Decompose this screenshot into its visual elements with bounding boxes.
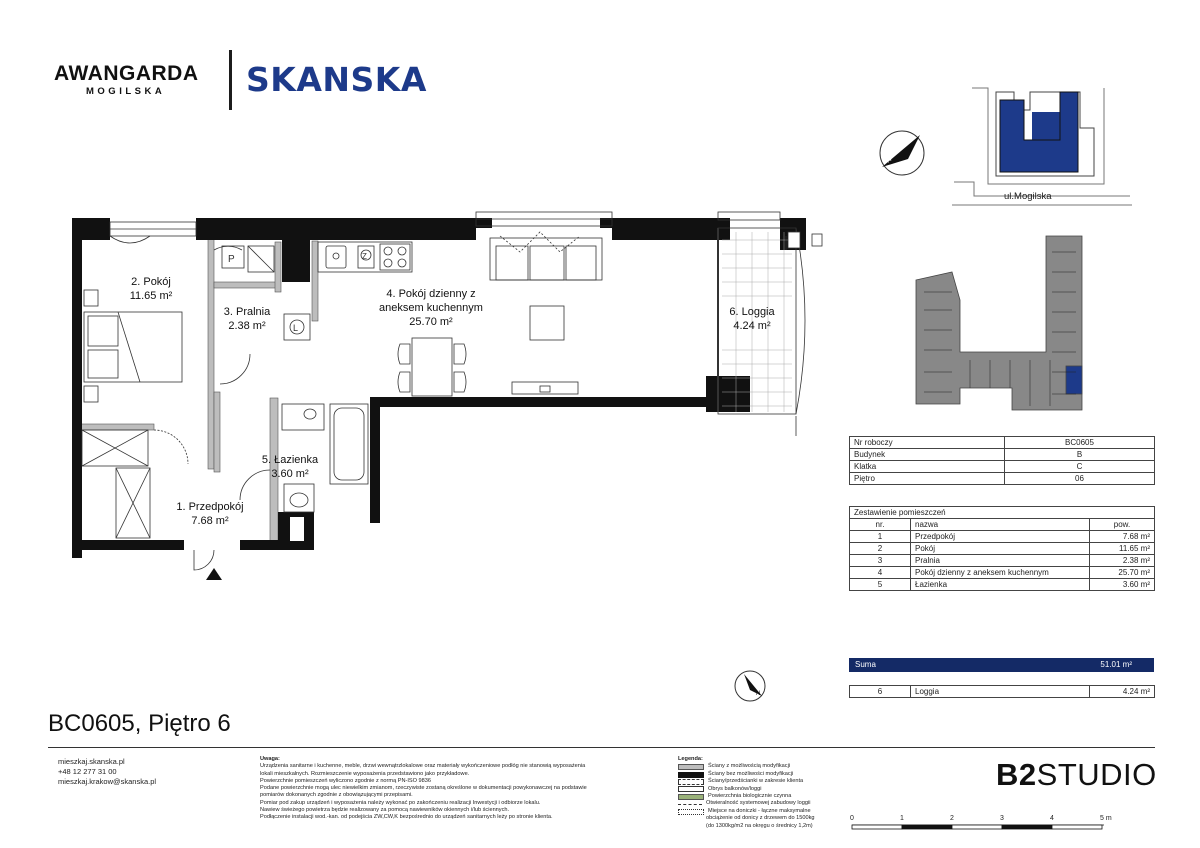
room-label-loggia: 6. Loggia 4.24 m² xyxy=(729,306,775,332)
legend-swatch xyxy=(678,804,702,805)
table-header: nr. nazwa pow. xyxy=(850,519,1155,531)
legend-block: Legenda: Ściany z możliwością modyfikacji Ściany bez możliwości modyfikacji Ściany/przedścianki w zakresie klienta Obrys balkonów/loggi Powierzchnia biologicznie czynna Otwieralność systemowej zabudowy loggii Miejsce na doniczki - łączne maksymalne obciążenie od donicy z drzewem do 1500kg (do 1300kg/m2 na okręgu o średnicy 1,2m) xyxy=(678,756,815,829)
unit-title: BC0605, Piętro 6 xyxy=(48,710,231,737)
footer-divider xyxy=(48,747,1155,748)
site-map xyxy=(952,88,1132,205)
scale-tick-label: 1 xyxy=(900,815,904,822)
project-logo-sub: MOGILSKA xyxy=(86,86,166,97)
legend-swatch xyxy=(678,794,704,800)
unit-info-table xyxy=(849,436,1155,485)
sum-bar xyxy=(849,658,1154,672)
company-logo: SKANSKA xyxy=(246,60,427,99)
sum-value: 51.01 m² xyxy=(1100,660,1132,669)
room-label-lazienka: 5. Łazienka 3.60 m² xyxy=(261,454,319,480)
table-row: 6 Loggia 4.24 m² xyxy=(850,686,1155,698)
scale-bar xyxy=(852,825,1104,829)
scale-tick-label: 3 xyxy=(1000,815,1004,822)
svg-text:L: L xyxy=(293,323,299,333)
legend-swatch xyxy=(678,772,704,778)
table-row: 2 Pokój 11.65 m² xyxy=(850,543,1155,555)
svg-text:P: P xyxy=(228,254,235,265)
legend-swatch xyxy=(678,809,704,815)
table-row: Klatka C xyxy=(850,461,1155,473)
rooms-table-title: Zestawienie pomieszczeń xyxy=(850,507,1155,519)
table-row: 1 Przedpokój 7.68 m² xyxy=(850,531,1155,543)
svg-text:N: N xyxy=(884,155,894,165)
room-label-pokoj: 2. Pokój 11.65 m² xyxy=(129,276,173,302)
building-keyplan xyxy=(916,236,1082,410)
scale-tick-label: 0 xyxy=(850,815,854,822)
table-row: Piętro 06 xyxy=(850,473,1155,485)
svg-text:N: N xyxy=(756,691,761,697)
contact-email[interactable]: mieszkaj.krakow@skanska.pl xyxy=(58,777,157,786)
legend-swatch xyxy=(678,786,704,792)
north-arrow-small-icon xyxy=(735,671,765,701)
rooms-table xyxy=(849,506,1155,591)
table-row: 3 Pralnia 2.38 m² xyxy=(850,555,1155,567)
room-label-przedpokoj: 1. Przedpokój 7.68 m² xyxy=(176,501,244,527)
loggia-table xyxy=(849,685,1155,698)
legend-swatch xyxy=(678,764,704,770)
notes-block: Uwaga: Urządzenia sanitarne i kuchenne, meble, drzwi wewnątrzlokalowe oraz materiały wykończeniowe podłóg nie stanowią wyposażenia lokali mieszkalnych. Rozmieszczenie wyposażenia przedstawiono jako przykładowe. Powierzchnie pomieszczeń wyliczono zgodnie z normą PN-ISO 9836 Podane powierzchnie mogą ulec niewielkim zmianom, rzeczywiste zostaną określone w dokumentacji powykonawczej na podstawie pomiarów dokonanych zgodnie z obowiązującymi przepisami. Pomiar pod zakup urządzeń i wyposażenia należy wykonać po zakończeniu realizacji Inwestycji i odbiorze lokalu. Nawiew świeżego powietrza będzie realizowany za pomocą nawiewników okiennych i/lub ściennych. Podłączenie instalacji wod.-kan. od podejścia ZW,CW,K bezpośrednio do urządzeń sanitarnych leży po stronie klienta. xyxy=(260,756,587,821)
scale-tick-label: 2 xyxy=(950,815,954,822)
studio-logo: B2STUDIO xyxy=(996,757,1157,792)
svg-text:Z: Z xyxy=(362,252,367,261)
table-row: Nr roboczy BC0605 xyxy=(850,437,1155,449)
room-label-pralnia: 3. Pralnia 2.38 m² xyxy=(223,306,271,332)
contact-phone: +48 12 277 31 00 xyxy=(58,767,117,776)
contact-block xyxy=(58,757,156,787)
contact-web[interactable]: mieszkaj.skanska.pl xyxy=(58,757,125,766)
scale-tick-label: 4 xyxy=(1050,815,1054,822)
project-logo: AWANGARDA xyxy=(54,62,199,85)
room-label-pokoj-dzienny: 4. Pokój dzienny z aneksem kuchennym 25.70 m² xyxy=(379,288,483,328)
scale-tick-label: 5 m xyxy=(1100,815,1112,822)
table-row: 5 Łazienka 3.60 m² xyxy=(850,579,1155,591)
table-row: Budynek B xyxy=(850,449,1155,461)
street-label: ul.Mogilska xyxy=(1004,191,1052,202)
legend-swatch xyxy=(678,779,704,785)
table-row: 4 Pokój dzienny z aneksem kuchennym 25.70 m² xyxy=(850,567,1155,579)
north-arrow-icon xyxy=(880,131,924,175)
sum-label: Suma xyxy=(855,660,876,669)
